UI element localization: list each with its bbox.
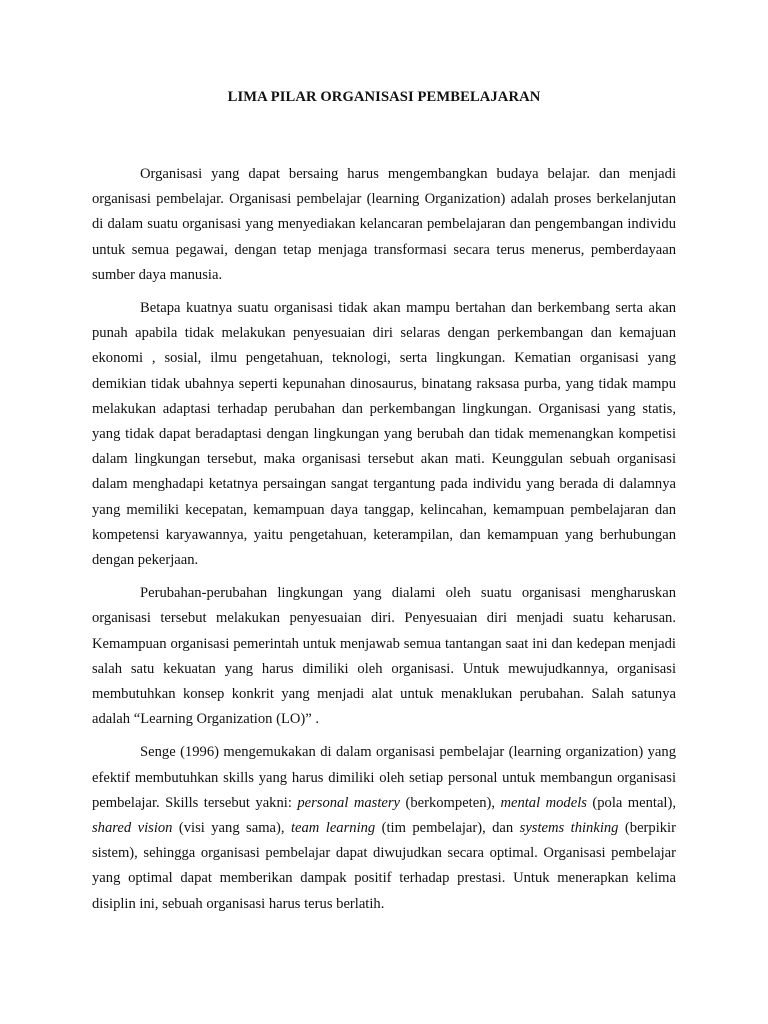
text-run: Betapa kuatnya suatu organisasi tidak akan mampu bertahan dan berkembang serta akan punah apabila tidak melakukan penyesuaian diri selaras dengan perkembangan dan kemajuan ekonomi , sosial, ilmu pengetahuan, teknologi, serta lingkungan. Kematian organisasi yang demikian tidak ubahnya seperti kepunahan dinosaurus, binatang raksasa purba, yang tidak mampu melakukan adaptasi terhadap perubahan dan perkembangan lingkungan. Organisasi yang statis, yang tidak dapat beradaptasi dengan lingkungan yang berubah dan tidak memenangkan kompetisi dalam lingkungan tersebut, maka organisasi tersebut akan mati. Keunggulan sebuah organisasi dalam menghadapi ketatnya persaingan sangat tergantung pada individu yang berada di dalamnya yang memiliki kecepatan, kemampuan daya tanggap, kelincahan, kemampuan pembelajaran dan kompetensi karyawannya, yaitu pengetahuan, keterampilan, dan kemampuan yang berhubungan dengan pekerjaan. [92,300,676,569]
text-run: (pola mental), [586,794,676,811]
document-page [92,84,676,925]
paragraph [92,740,676,916]
paragraph [92,581,676,732]
paragraph [92,296,676,573]
italic-term: team learning [290,820,376,837]
text-run: (visi yang sama), [172,820,291,837]
text-run: (berkompeten), [400,794,501,811]
paragraph [92,162,676,288]
document-body [92,162,676,917]
italic-term: personal mastery [297,794,401,811]
italic-term: shared vision [92,820,173,837]
text-run: Organisasi yang dapat bersaing harus mengembangkan budaya belajar. dan menjadi organisasi pembelajar. Organisasi pembelajar (learning Organization) adalah proses berkelanjutan di dalam suatu organisasi yang menyediakan kelancaran pembelajaran dan pengembangan individu untuk semua pegawai, dengan tetap menjaga transformasi secara terus menerus, pemberdayaan sumber daya manusia. [92,166,676,283]
text-run: Perubahan-perubahan lingkungan yang dialami oleh suatu organisasi mengharuskan organisasi tersebut melakukan penyesuaian diri. Penyesuaian diri menjadi suatu keharusan. Kemampuan organisasi pemerintah untuk menjawab semua tantangan saat ini dan kedepan menjadi salah satu kekuatan yang harus dimiliki oleh organisasi. Untuk mewujudkannya, organisasi membutuhkan konsep konkrit yang menjadi alat untuk menaklukan perubahan. Salah satunya adalah “Learning Organization (LO)” . [92,585,676,728]
document-title: LIMA PILAR ORGANISASI PEMBELAJARAN [227,89,541,105]
text-run: (tim pembelajar), dan [375,820,520,837]
text-run: Senge (1996) mengemukakan di dalam organisasi pembelajar (learning organization) yang efektif membutuhkan skills yang harus dimiliki oleh setiap personal untuk membangun organisasi pembelajar. Skills tersebut yakni: [92,744,676,811]
italic-term: mental models [500,794,587,811]
text-run: (berpikir sistem), sehingga organisasi pembelajar dapat diwujudkan secara optimal. Organisasi pembelajar yang optimal dapat memberikan dampak positif terhadap prestasi. Untuk menerapkan kelima disiplin ini, sebuah organisasi harus terus berlatih. [92,820,676,912]
italic-term: systems thinking [519,820,619,837]
